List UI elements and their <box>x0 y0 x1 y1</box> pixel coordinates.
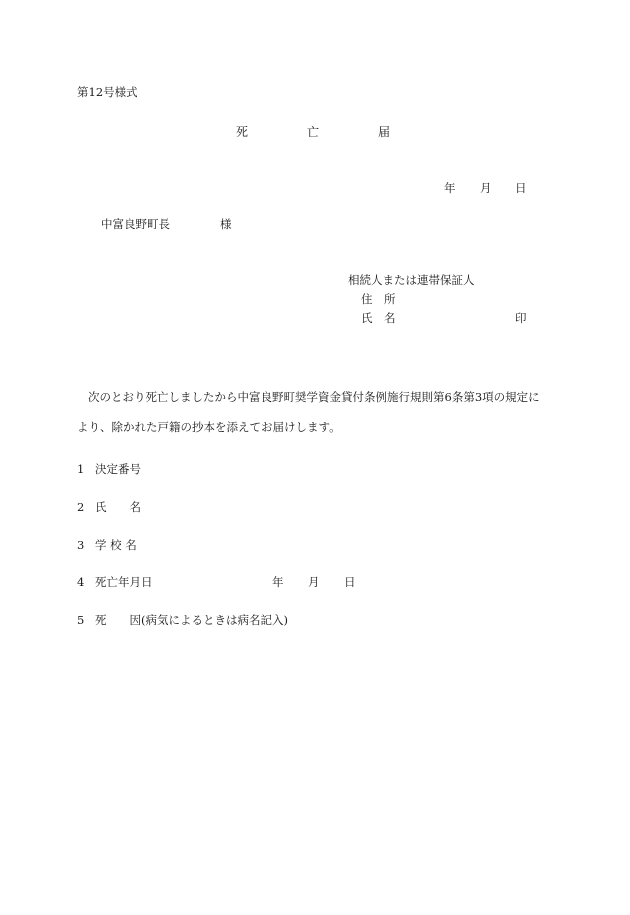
body-line-1: 次のとおり死亡しましたから中富良野町奨学資金貸付条例施行規則第6条第3項の規定に <box>88 390 540 404</box>
item-label-name: 氏 名 <box>95 500 141 514</box>
item-number: 4 <box>77 575 85 589</box>
date-day-label: 日 <box>515 181 527 195</box>
death-month-label: 月 <box>308 575 320 589</box>
date-year-label: 年 <box>444 181 456 195</box>
applicant-address-label: 住 所 <box>361 292 396 306</box>
addressee-name: 中富良野町長 <box>101 217 170 231</box>
seal-mark: 印 <box>515 311 527 325</box>
item-label-school-name: 学 校 名 <box>95 538 137 552</box>
item-label-date-of-death: 死亡年月日 <box>95 575 153 589</box>
title-char-3: 届 <box>378 125 391 139</box>
date-month-label: 月 <box>480 181 492 195</box>
applicant-role: 相続人または連帯保証人 <box>348 273 475 287</box>
addressee-honorific: 様 <box>220 217 232 231</box>
item-number: 3 <box>77 538 85 552</box>
item-label-cause-of-death: 死 因(病気によるときは病名記入) <box>95 613 288 627</box>
form-number: 第12号様式 <box>77 85 138 99</box>
applicant-name-label: 氏 名 <box>361 311 396 325</box>
death-day-label: 日 <box>344 575 356 589</box>
item-number: 5 <box>77 613 85 627</box>
item-number: 1 <box>77 462 85 476</box>
title-char-1: 死 <box>236 125 249 139</box>
item-number: 2 <box>77 500 85 514</box>
body-line-2: より、除かれた戸籍の抄本を添えてお届けします。 <box>77 420 341 434</box>
title-char-2: 亡 <box>307 125 320 139</box>
item-label-decision-number: 決定番号 <box>95 462 141 476</box>
death-year-label: 年 <box>272 575 284 589</box>
